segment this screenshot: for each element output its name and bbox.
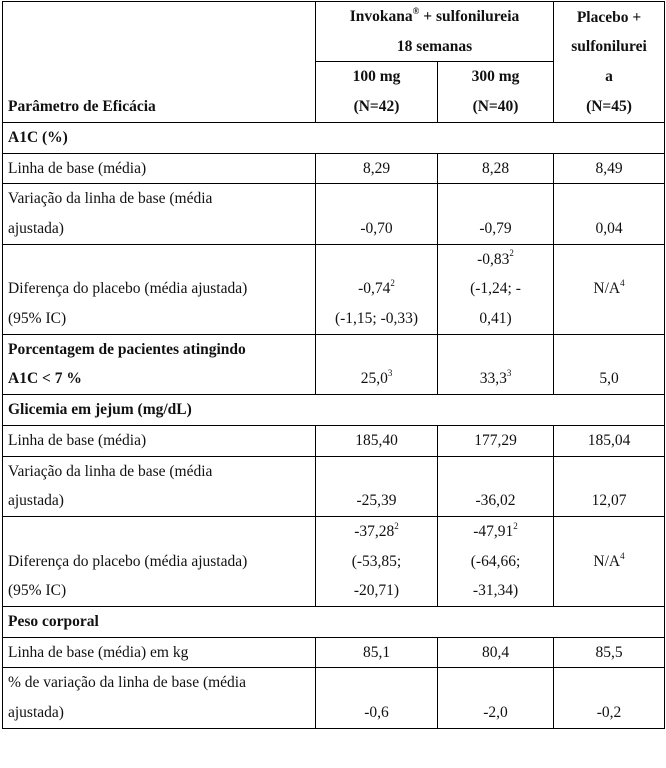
value-100: -0,70 [316,184,438,244]
table-row [3,334,665,394]
value-300: -0,79 [438,184,554,244]
value-placebo: -0,2 [554,668,665,728]
table-row [3,244,665,334]
value-100: 185,40 [316,425,438,456]
table-row [3,668,665,728]
row-label: Linha de base (média) [3,425,316,456]
value-300: -0,83$^2$ (-1,24; - 0,41) [438,244,554,334]
invokana-title: Invokana® + sulfonilureia [349,5,520,25]
value-100: -0,74$^2$ (-1,15; -0,33) [316,244,438,334]
placebo-header: Placebo + sulfonilurei a (N=45) [554,2,665,123]
header-row [3,2,665,62]
weeks-label: 18 semanas [396,37,473,55]
section-title: A1C (%) [3,122,665,153]
value-100: -0,6 [316,668,438,728]
row-label: Linha de base (média) [3,153,316,184]
table-row [3,637,665,668]
value-100: 25,0$^3$ [316,334,438,394]
param-header-cell [3,2,316,123]
section-row-weight [3,607,665,638]
section-row-fpg [3,395,665,426]
value-100: -25,39 [316,456,438,516]
efficacy-table [2,1,665,729]
invokana-group-header [316,2,554,62]
dose-100-header: 100 mg (N=42) [316,62,438,122]
dose-300-header: 300 mg (N=40) [438,62,554,122]
section-title: Peso corporal [3,607,665,638]
row-label: Variação da linha de base (média ajustada) [3,184,316,244]
row-label: Linha de base (média) em kg [3,637,316,668]
value-300: -36,02 [438,456,554,516]
table-row [3,425,665,456]
value-300: -47,91$^2$ (-64,66; -31,34) [438,516,554,606]
value-placebo: 8,49 [554,153,665,184]
section-title: Porcentagem de pacientes atingindo A1C < 7 % [3,334,316,394]
section-row-a1c [3,122,665,153]
value-placebo: 0,04 [554,184,665,244]
table-row [3,516,665,606]
value-placebo: 12,07 [554,456,665,516]
value-300: 8,28 [438,153,554,184]
value-300: 80,4 [438,637,554,668]
value-placebo: 185,04 [554,425,665,456]
row-label: % de variação da linha de base (média ajustada) [3,668,316,728]
value-placebo: $N/A^4$ [554,516,665,606]
row-label: Diferença do placebo (média ajustada) (95% IC) [3,244,316,334]
param-header-label: Parâmetro de Eficácia [8,98,156,116]
value-300: 177,29 [438,425,554,456]
value-placebo: 5,0 [554,334,665,394]
value-placebo: $N/A^4$ [554,244,665,334]
table-row [3,456,665,516]
value-300: 33,3$^3$ [438,334,554,394]
value-100: -37,28$^2$ (-53,85; -20,71) [316,516,438,606]
table-row [3,153,665,184]
value-100: 85,1 [316,637,438,668]
section-title: Glicemia em jejum (mg/dL) [3,395,665,426]
table-row [3,184,665,244]
value-100: 8,29 [316,153,438,184]
row-label: Diferença do placebo (média ajustada) (95% IC) [3,516,316,606]
value-placebo: 85,5 [554,637,665,668]
value-300: -2,0 [438,668,554,728]
row-label: Variação da linha de base (média ajustada) [3,456,316,516]
